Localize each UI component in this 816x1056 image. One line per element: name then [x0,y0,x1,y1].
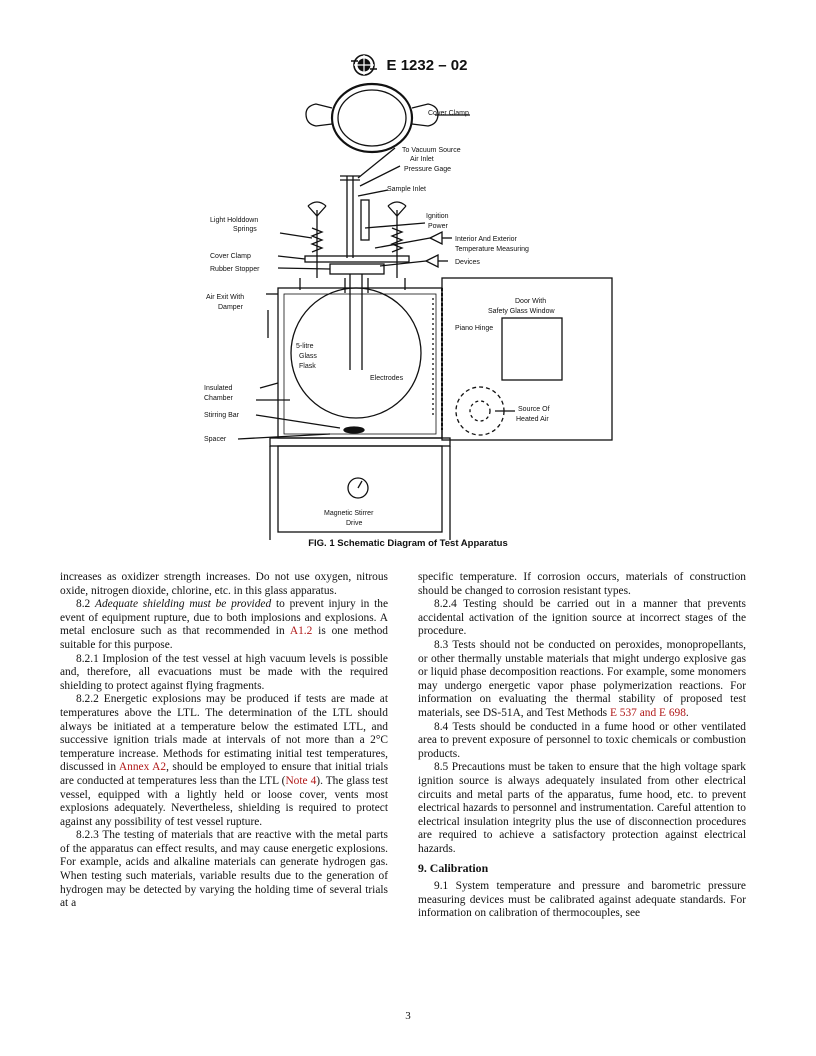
label-flask-1: 5-litre [296,343,314,350]
link-note-4[interactable]: Note 4 [285,774,317,787]
label-ignition-1: Ignition [426,213,449,220]
paragraph-8-2-2: 8.2.2 Energetic explosions may be produced if tests are made at temperatures above the LTL. The determination of the LTL should always be initiated at a temperature below the estimated LTL, and successive ignition trials made at intervals of not more than a 2°C temperature increase. Methods for estimating initial test temperatures, discussed in Annex A2, should be employed to ensure that initial trials are conducted at temperatures less than the LTL (Note 4). The glass test vessel, equipped with a lightly held or loose cover, vents most explosions adequately. Nevertheless, shielding is required to protect against any possibility of test vessel rupture. [60,693,389,828]
paragraph-8-2-3: 8.2.3 The testing of materials that are reactive with the metal parts of the apparatus can effect results, and may cause energetic explosions. For example, acids and alkaline materials can generate hydrogen gas. When testing such materials, variable results due to the generation of hydrogen may be detected by varying the holding time of several trials at a [60,829,388,910]
label-air-inlet: Air Inlet [410,156,434,163]
paragraph: increases as oxidizer strength increases. Do not use oxygen, nitrous oxide, nitrogen dioxide, chlorine, etc. in this glass apparatus. [60,571,388,597]
paragraph-8-5: 8.5 Precautions must be taken to ensure that the high voltage spark ignition source is always adequately insulated from other electrical circuits and metal parts of the apparatus, fume hood, etc. to prevent electrical hazards to personnel and instrumentation. Careful attention to electrical insulation integrity plus the use of disconnection procedures are required to achieve a satisfactory protection against electrical hazards. [418,761,746,855]
label-rubber-stopper: Rubber Stopper [210,266,260,273]
paragraph-8-2-1: 8.2.1 Implosion of the test vessel at high vacuum levels is possible and, therefore, all evacuations must be made with the required shielding to protect against flying fragments. [60,652,388,692]
standard-code: E 1232 – 02 [386,56,468,74]
label-pressure-gage: Pressure Gage [404,166,452,173]
label-source-2: Heated Air [516,416,549,423]
label-ignition-2: Power [428,223,448,230]
label-air-exit-2: Damper [218,304,243,311]
paragraph: specific temperature. If corrosion occurs, materials of construction should be changed to corrosion resistant types. [418,571,746,597]
label-interior-3: Devices [455,259,480,266]
label-air-exit-1: Air Exit With [206,294,245,301]
figure-caption: FIG. 1 Schematic Diagram of Test Apparatus [308,538,508,549]
left-column [60,571,388,911]
right-column [418,571,746,921]
section-heading-calibration: 9. Calibration [418,861,489,876]
label-electrodes: Electrodes [370,375,404,382]
label-light-holddown-2: Springs [233,226,257,233]
label-spacer: Spacer [204,436,227,443]
paragraph-8-2: 8.2 Adequate shielding must be provided to prevent injury in the event of equipment rupture, due to both implosions and explosions. A metal enclosure such as that recommended in A1.2 is one method suitable for this purpose. [60,598,388,651]
apparatus-diagram [190,78,640,540]
apparatus-figure [190,78,640,540]
label-magnetic-1: Magnetic Stirrer [324,510,374,517]
label-door-1: Door With [515,298,547,305]
label-sample-inlet: Sample Inlet [387,186,426,193]
label-cover-clamp: Cover Clamp [210,253,251,260]
label-insulated-1: Insulated [204,385,233,392]
label-door-2: Safety Glass Window [488,308,555,315]
label-source-1: Source Of [518,406,550,413]
link-annex-a2[interactable]: Annex A2 [118,761,167,774]
label-light-holddown-1: Light Holddown [210,217,259,224]
label-to-vacuum: To Vacuum Source [402,147,461,154]
label-stirring-bar: Stirring Bar [204,412,240,419]
astm-logo-icon [349,53,379,77]
paragraph-8-2-4: 8.2.4 Testing should be carried out in a manner that prevents accidental activation of the ignition source at incorrect stages of the procedure. [418,598,746,638]
label-interior-2: Temperature Measuring [455,246,529,253]
label-flask-2: Glass [299,353,317,360]
page-number: 3 [405,1010,411,1022]
label-flask-3: Flask [299,363,316,370]
label-insulated-2: Chamber [204,395,233,402]
page-header [0,53,816,77]
paragraph-8-4: 8.4 Tests should be conducted in a fume hood or other ventilated area to prevent exposure of personnel to toxic chemicals or combustion products. [418,720,746,760]
link-e537-e698[interactable]: E 537 and E 698 [609,706,686,719]
paragraph-8-3: 8.3 Tests should not be conducted on peroxides, monopropellants, or other thermally unstable materials that might undergo explosive gas or liquid phase decomposition reactions. For example, some monomers may undergo energetic vapor phase polymerization reactions. For information on evaluating the thermal stability of proposed test materials, see DS-51A, and Test Methods E 537 and E 698. [418,638,746,719]
label-cover-clamp-top: Cover Clamp [428,110,469,117]
label-magnetic-2: Drive [346,520,363,527]
paragraph-9-1: 9.1 System temperature and pressure and barometric pressure measuring devices must be calibrated against adequate standards. For information on calibration of thermocouples, see [418,880,746,920]
label-piano-hinge: Piano Hinge [455,325,494,332]
label-interior-1: Interior And Exterior [455,236,517,243]
link-a1-2[interactable]: A1.2 [289,625,313,638]
